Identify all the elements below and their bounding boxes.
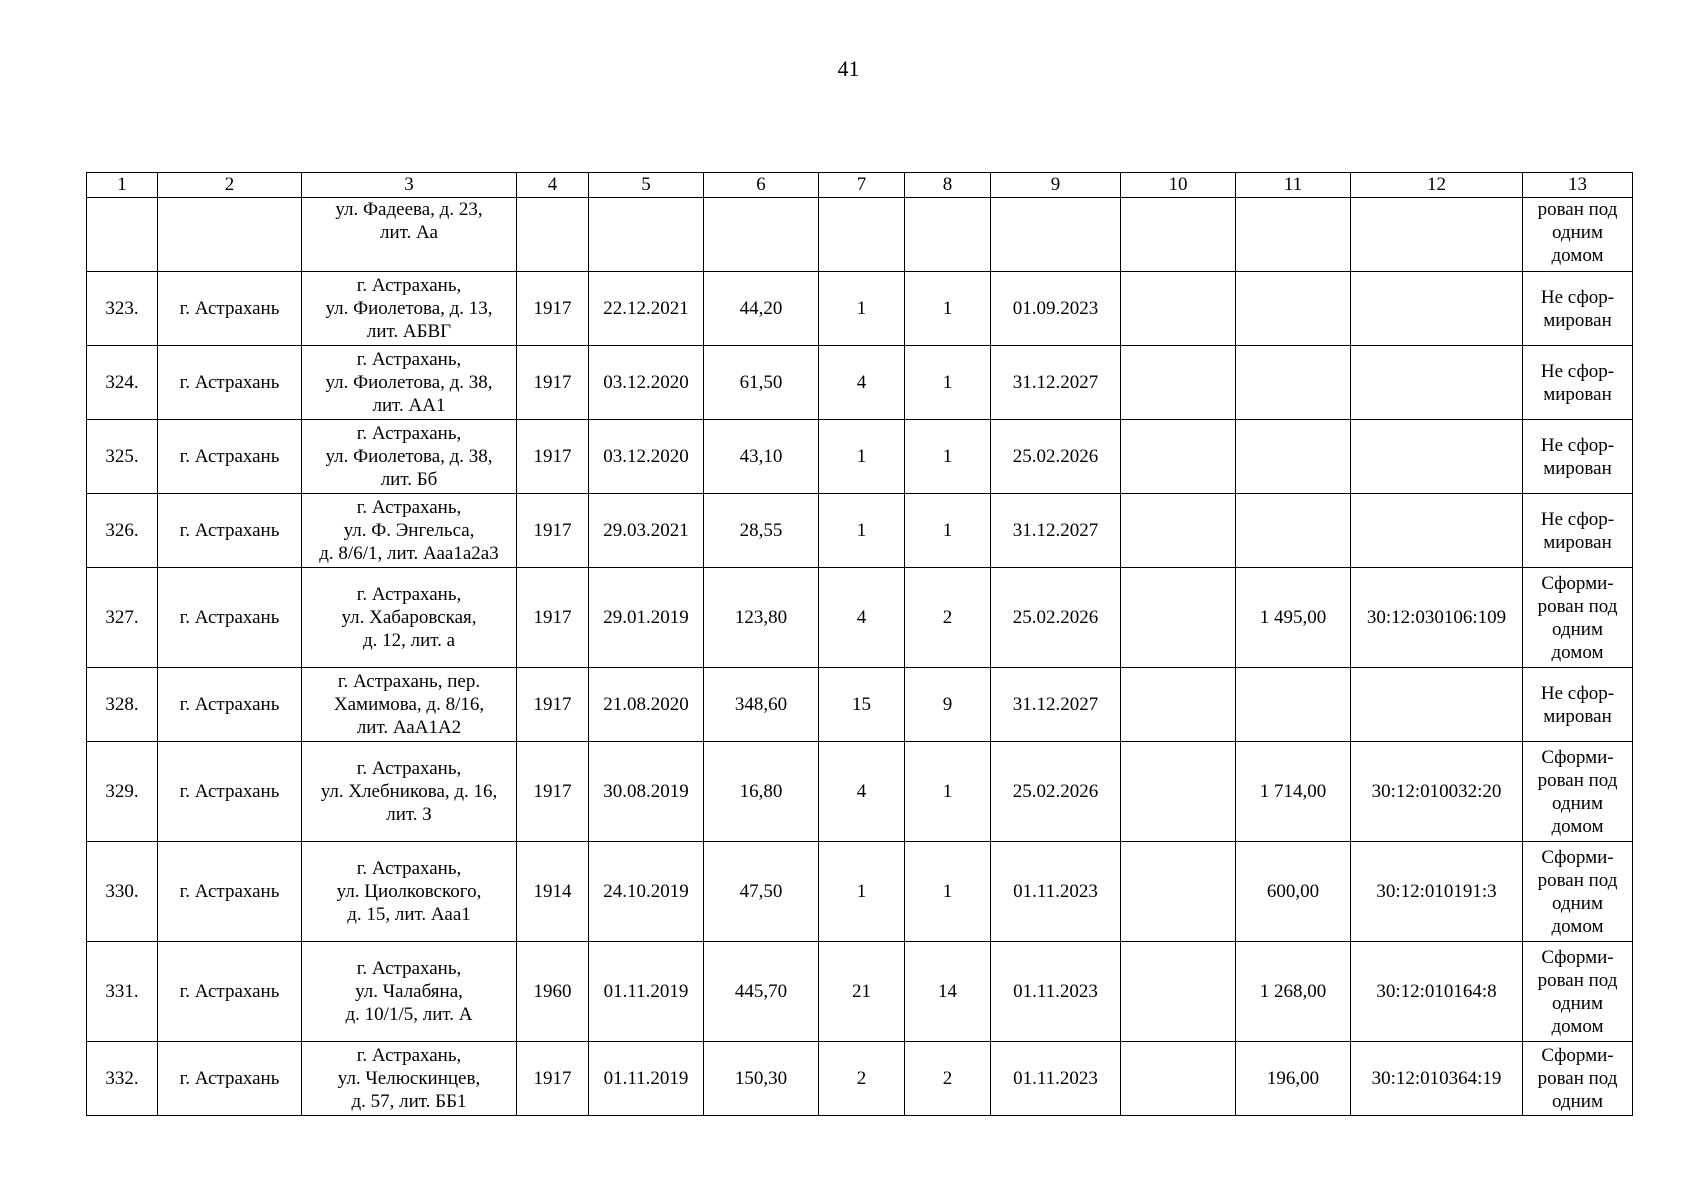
cell-land-status-line: мирован [1543, 383, 1612, 405]
cell-deadline: 31.12.2027 [991, 346, 1121, 420]
cell-number: 328. [87, 668, 158, 742]
cell-address [302, 198, 517, 272]
cell-land-status-line: одним [1552, 1091, 1603, 1112]
housing-registry-table [86, 172, 1633, 1116]
cell-date: 22.12.2021 [589, 272, 704, 346]
cell-deadline: 01.11.2023 [991, 842, 1121, 942]
cell-area: 28,55 [704, 494, 819, 568]
column-header-5: 5 [589, 173, 704, 198]
cell-address-line: лит. АА1 [372, 395, 446, 416]
cell-col7: 4 [819, 742, 905, 842]
cell-date: 01.11.2019 [589, 942, 704, 1042]
cell-number: 324. [87, 346, 158, 420]
cell-address [302, 420, 517, 494]
cell-number: 326. [87, 494, 158, 568]
cell-land-status [1523, 272, 1633, 346]
cell-cadastral-number [1351, 668, 1523, 742]
cell-land-status-line: рован под [1537, 199, 1618, 220]
cell-address-line: г. Астрахань, [356, 584, 462, 605]
cell-address-line: ул. Фиолетова, д. 13, [325, 298, 493, 319]
cell-land-status [1523, 668, 1633, 742]
cell-address-line: ул. Циолковского, [336, 881, 482, 902]
cell-address-line: ул. Фиолетова, д. 38, [325, 446, 493, 467]
cell-address-line: ул. Челюскинцев, [337, 1068, 481, 1089]
cell-year: 1914 [517, 842, 589, 942]
cell-address [302, 668, 517, 742]
cell-land-status-line: Сформи- [1541, 746, 1614, 768]
column-header-1: 1 [87, 173, 158, 198]
cell-date: 21.08.2020 [589, 668, 704, 742]
cell-area [704, 198, 819, 272]
cell-col8: 1 [905, 742, 991, 842]
cell-col10 [1121, 568, 1236, 668]
cell-col7: 4 [819, 568, 905, 668]
column-header-8: 8 [905, 173, 991, 198]
cell-col7: 2 [819, 1042, 905, 1116]
cell-land-status-line: Не сфор- [1540, 508, 1615, 530]
cell-cadastral-number [1351, 198, 1523, 272]
cell-land-area: 1 714,00 [1236, 742, 1351, 842]
cell-deadline: 01.11.2023 [991, 1042, 1121, 1116]
cell-settlement: г. Астрахань [158, 668, 302, 742]
cell-address [302, 942, 517, 1042]
cell-land-area [1236, 494, 1351, 568]
cell-number: 327. [87, 568, 158, 668]
cell-deadline: 01.11.2023 [991, 942, 1121, 1042]
table-row [87, 1042, 1633, 1116]
column-header-2: 2 [158, 173, 302, 198]
cell-year: 1917 [517, 668, 589, 742]
cell-col7: 1 [819, 272, 905, 346]
cell-year: 1917 [517, 1042, 589, 1116]
cell-date: 29.01.2019 [589, 568, 704, 668]
cell-land-status [1523, 842, 1633, 942]
cell-area: 16,80 [704, 742, 819, 842]
cell-land-area: 600,00 [1236, 842, 1351, 942]
cell-address-line: ул. Хлебникова, д. 16, [320, 781, 498, 802]
cell-deadline: 25.02.2026 [991, 420, 1121, 494]
cell-date: 03.12.2020 [589, 420, 704, 494]
cell-land-status [1523, 420, 1633, 494]
cell-land-status-line: рован под [1537, 869, 1618, 891]
cell-number: 330. [87, 842, 158, 942]
table-row [87, 568, 1633, 668]
cell-col10 [1121, 198, 1236, 272]
cell-col8: 2 [905, 568, 991, 668]
page-number: 41 [837, 56, 860, 81]
table-row [87, 742, 1633, 842]
cell-land-area [1236, 272, 1351, 346]
cell-settlement: г. Астрахань [158, 1042, 302, 1116]
cell-land-area: 1 495,00 [1236, 568, 1351, 668]
cell-land-status-line: одним [1552, 618, 1603, 640]
cell-address-line: д. 57, лит. ББ1 [351, 1091, 467, 1112]
cell-land-status-line: домом [1551, 815, 1604, 837]
cell-settlement: г. Астрахань [158, 346, 302, 420]
cell-address-line: г. Астрахань, [356, 423, 462, 444]
cell-area: 348,60 [704, 668, 819, 742]
cell-land-area [1236, 668, 1351, 742]
cell-col8: 14 [905, 942, 991, 1042]
cell-address [302, 1042, 517, 1116]
cell-address-line: д. 8/6/1, лит. Ааа1а2а3 [319, 543, 499, 564]
cell-address-line: д. 10/1/5, лит. А [345, 1004, 473, 1025]
header-row [87, 173, 1633, 198]
cell-land-status-line: Не сфор- [1540, 434, 1615, 456]
cell-col8: 1 [905, 494, 991, 568]
cell-col8: 1 [905, 346, 991, 420]
cell-land-status-line: мирован [1543, 309, 1612, 331]
cell-land-area: 196,00 [1236, 1042, 1351, 1116]
cell-land-status-line: домом [1551, 245, 1604, 266]
cell-land-status-line: Сформи- [1541, 1045, 1614, 1066]
cell-address-line: Хамимова, д. 8/16, [333, 694, 485, 715]
cell-year: 1917 [517, 742, 589, 842]
cell-cadastral-number: 30:12:010164:8 [1351, 942, 1523, 1042]
cell-land-status-line: одним [1552, 992, 1603, 1014]
cell-land-status-line: рован под [1537, 595, 1618, 617]
cell-address [302, 842, 517, 942]
cell-col10 [1121, 842, 1236, 942]
cell-deadline: 25.02.2026 [991, 568, 1121, 668]
cell-col8: 1 [905, 272, 991, 346]
cell-col8: 1 [905, 420, 991, 494]
cell-address-line: ул. Ф. Энгельса, [343, 520, 475, 541]
cell-col7: 21 [819, 942, 905, 1042]
cell-address-line: лит. АаА1А2 [356, 717, 462, 738]
cell-col7 [819, 198, 905, 272]
cell-land-status [1523, 346, 1633, 420]
cell-settlement: г. Астрахань [158, 494, 302, 568]
cell-land-status-line: домом [1551, 641, 1604, 663]
table-row [87, 668, 1633, 742]
cell-col8: 2 [905, 1042, 991, 1116]
cell-year: 1917 [517, 568, 589, 668]
cell-land-status [1523, 742, 1633, 842]
table-row [87, 272, 1633, 346]
cell-number: 332. [87, 1042, 158, 1116]
cell-land-status-line: рован под [1537, 1068, 1618, 1089]
cell-settlement: г. Астрахань [158, 742, 302, 842]
cell-land-status [1523, 1042, 1633, 1116]
cell-land-status-line: Не сфор- [1540, 286, 1615, 308]
cell-cadastral-number [1351, 346, 1523, 420]
column-header-11: 11 [1236, 173, 1351, 198]
cell-land-status-line: мирован [1543, 531, 1612, 553]
cell-area: 150,30 [704, 1042, 819, 1116]
cell-year [517, 198, 589, 272]
cell-year: 1917 [517, 420, 589, 494]
cell-year: 1960 [517, 942, 589, 1042]
column-header-9: 9 [991, 173, 1121, 198]
cell-col7: 1 [819, 420, 905, 494]
cell-address-line: ул. Чалабяна, [355, 981, 463, 1002]
column-header-3: 3 [302, 173, 517, 198]
cell-cadastral-number [1351, 494, 1523, 568]
column-header-13: 13 [1523, 173, 1633, 198]
cell-date: 03.12.2020 [589, 346, 704, 420]
cell-date: 29.03.2021 [589, 494, 704, 568]
cell-address-line: г. Астрахань, [356, 349, 462, 370]
cell-year: 1917 [517, 494, 589, 568]
cell-land-status-line: рован под [1537, 769, 1618, 791]
cell-area: 44,20 [704, 272, 819, 346]
cell-col8 [905, 198, 991, 272]
cell-deadline: 31.12.2027 [991, 494, 1121, 568]
cell-cadastral-number: 30:12:010191:3 [1351, 842, 1523, 942]
table-row [87, 198, 1633, 272]
cell-land-status-line: домом [1551, 915, 1604, 937]
cell-land-area [1236, 198, 1351, 272]
cell-land-area [1236, 420, 1351, 494]
cell-area: 445,70 [704, 942, 819, 1042]
cell-cadastral-number: 30:12:010032:20 [1351, 742, 1523, 842]
cell-number [87, 198, 158, 272]
cell-deadline [991, 198, 1121, 272]
table-row [87, 942, 1633, 1042]
cell-col10 [1121, 668, 1236, 742]
cell-land-status-line: Сформи- [1541, 846, 1614, 868]
column-header-12: 12 [1351, 173, 1523, 198]
column-header-4: 4 [517, 173, 589, 198]
cell-col8: 9 [905, 668, 991, 742]
cell-cadastral-number [1351, 272, 1523, 346]
cell-address [302, 742, 517, 842]
cell-address [302, 494, 517, 568]
cell-land-status-line: одним [1552, 792, 1603, 814]
cell-land-status-line: Сформи- [1541, 946, 1614, 968]
cell-date: 24.10.2019 [589, 842, 704, 942]
cell-address-line: лит. З [386, 804, 432, 825]
cell-land-status-line: одним [1552, 222, 1603, 243]
cell-date: 30.08.2019 [589, 742, 704, 842]
cell-address-line: г. Астрахань, [356, 858, 462, 879]
cell-address [302, 346, 517, 420]
cell-land-status [1523, 568, 1633, 668]
cell-number: 329. [87, 742, 158, 842]
cell-deadline: 31.12.2027 [991, 668, 1121, 742]
cell-settlement: г. Астрахань [158, 942, 302, 1042]
column-header-10: 10 [1121, 173, 1236, 198]
cell-address-line: ул. Фадеева, д. 23, [335, 199, 483, 220]
cell-land-status-line: Не сфор- [1540, 360, 1615, 382]
cell-settlement: г. Астрахань [158, 842, 302, 942]
cell-year: 1917 [517, 272, 589, 346]
table-body [87, 198, 1633, 1116]
cell-col7: 1 [819, 842, 905, 942]
table-row [87, 346, 1633, 420]
cell-col10 [1121, 494, 1236, 568]
cell-col8: 1 [905, 842, 991, 942]
cell-year: 1917 [517, 346, 589, 420]
cell-number: 323. [87, 272, 158, 346]
cell-land-status-line: рован под [1537, 969, 1618, 991]
cell-area: 61,50 [704, 346, 819, 420]
cell-land-status-line: мирован [1543, 457, 1612, 479]
cell-land-status-line: Сформи- [1541, 572, 1614, 594]
cell-date: 01.11.2019 [589, 1042, 704, 1116]
cell-address-line: лит. Бб [380, 469, 438, 490]
cell-date [589, 198, 704, 272]
cell-address-line: г. Астрахань, [356, 958, 462, 979]
cell-col10 [1121, 942, 1236, 1042]
cell-address-line: г. Астрахань, [356, 1045, 462, 1066]
table-row [87, 494, 1633, 568]
cell-area: 47,50 [704, 842, 819, 942]
cell-col10 [1121, 346, 1236, 420]
cell-col7: 1 [819, 494, 905, 568]
cell-settlement: г. Астрахань [158, 568, 302, 668]
cell-address-line: д. 15, лит. Ааа1 [347, 904, 471, 925]
table-row [87, 842, 1633, 942]
cell-address-line: г. Астрахань, [356, 758, 462, 779]
cell-address [302, 272, 517, 346]
cell-address-line: д. 12, лит. а [362, 630, 456, 651]
cell-land-status [1523, 942, 1633, 1042]
cell-land-area: 1 268,00 [1236, 942, 1351, 1042]
column-header-7: 7 [819, 173, 905, 198]
cell-cadastral-number [1351, 420, 1523, 494]
cell-number: 331. [87, 942, 158, 1042]
cell-area: 123,80 [704, 568, 819, 668]
cell-col10 [1121, 1042, 1236, 1116]
cell-col10 [1121, 272, 1236, 346]
cell-deadline: 01.09.2023 [991, 272, 1121, 346]
cell-settlement [158, 198, 302, 272]
cell-number: 325. [87, 420, 158, 494]
cell-settlement: г. Астрахань [158, 272, 302, 346]
cell-land-area [1236, 346, 1351, 420]
cell-land-status-line: мирован [1543, 705, 1612, 727]
cell-col7: 15 [819, 668, 905, 742]
cell-address [302, 568, 517, 668]
cell-col7: 4 [819, 346, 905, 420]
cell-settlement: г. Астрахань [158, 420, 302, 494]
cell-address-line: г. Астрахань, [356, 497, 462, 518]
cell-address-line: ул. Фиолетова, д. 38, [325, 372, 493, 393]
cell-cadastral-number: 30:12:010364:19 [1351, 1042, 1523, 1116]
column-header-6: 6 [704, 173, 819, 198]
cell-land-status-line: домом [1551, 1015, 1604, 1037]
cell-col10 [1121, 742, 1236, 842]
cell-deadline: 25.02.2026 [991, 742, 1121, 842]
cell-land-status-line: одним [1552, 892, 1603, 914]
cell-address-line: ул. Хабаровская, [341, 607, 477, 628]
cell-land-status-line: Не сфор- [1540, 682, 1615, 704]
table-row [87, 420, 1633, 494]
cell-area: 43,10 [704, 420, 819, 494]
cell-land-status [1523, 198, 1633, 272]
cell-land-status [1523, 494, 1633, 568]
cell-address-line: лит. Аа [380, 222, 438, 243]
cell-cadastral-number: 30:12:030106:109 [1351, 568, 1523, 668]
cell-address-line: г. Астрахань, [356, 275, 462, 296]
cell-address-line: г. Астрахань, пер. [337, 671, 481, 692]
cell-col10 [1121, 420, 1236, 494]
cell-address-line: лит. АБВГ [366, 321, 452, 342]
